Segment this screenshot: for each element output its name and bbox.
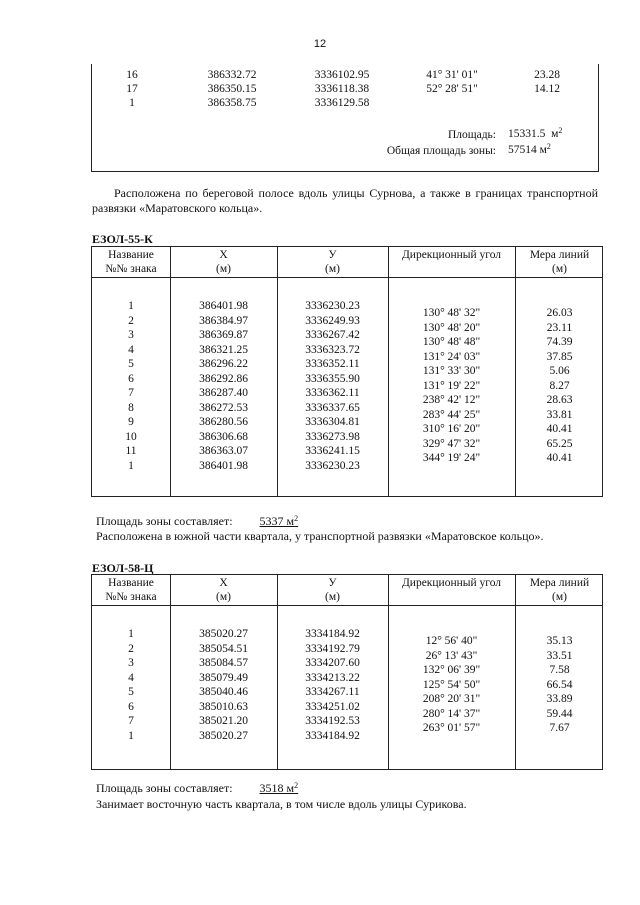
point-number: 10 xyxy=(125,430,137,443)
zone-55-table xyxy=(91,246,603,497)
zone-55-area: Площадь зоны составляет: 5337 $м^2$ xyxy=(96,514,299,528)
direction-angle: 131° 24' 03" xyxy=(422,350,481,363)
coord-x: 386287.40 xyxy=(199,387,248,399)
point-number: 9 xyxy=(128,416,134,428)
coord-x: 386358.75 xyxy=(207,97,257,109)
direction-angle: 344° 19' 24" xyxy=(422,452,481,464)
coord-y: 3336230.23 xyxy=(305,459,360,472)
coord-y: 3336355.90 xyxy=(305,372,360,385)
point-number: 5 xyxy=(128,358,134,370)
area-label: Площадь: xyxy=(447,129,496,141)
zone-58-area: Площадь зоны составляет: 3518 $м^2$ xyxy=(96,781,299,795)
coord-x: 386363.07 xyxy=(199,445,248,457)
point-number: 1 xyxy=(128,729,134,742)
zone-55-note: Расположена в южной части квартала, у транспортной развязки «Маратовское кольцо». xyxy=(96,529,544,543)
coord-y: 3334184.92 xyxy=(305,628,360,640)
point-number: 2 xyxy=(128,642,134,655)
direction-angle: 329° 47' 32" xyxy=(422,437,481,450)
coord-x: 386321.25 xyxy=(199,343,248,356)
header-x-unit: (м) xyxy=(216,263,231,275)
area-value: 15331.5 $м^2$ xyxy=(508,126,563,140)
coord-x: 386292.86 xyxy=(199,372,248,385)
header-y-unit: (м) xyxy=(325,591,340,603)
header-y: У xyxy=(328,249,337,261)
direction-angle: 132° 06' 39" xyxy=(422,664,481,676)
header-length-unit: (м) xyxy=(552,263,567,275)
coord-y: 3336304.81 xyxy=(305,416,360,428)
total-area-label: Общая площадь зоны: xyxy=(386,145,496,157)
point-number: 8 xyxy=(128,401,134,414)
coord-x: 385054.51 xyxy=(199,642,248,655)
point-number: 1 xyxy=(129,97,135,109)
line-length: 33.89 xyxy=(546,693,573,705)
page-number: 12 xyxy=(313,38,327,50)
point-number: 7 xyxy=(128,387,134,399)
line-length: 26.03 xyxy=(546,307,573,319)
coord-y: 3336323.72 xyxy=(305,343,360,356)
line-length: 23.28 xyxy=(534,69,560,81)
point-number: 1 xyxy=(128,300,134,312)
point-number: 11 xyxy=(125,445,137,457)
header-name-number: №№ знака xyxy=(105,263,157,275)
header-name: Название xyxy=(108,249,154,261)
coord-y: 3334213.22 xyxy=(305,671,360,684)
line-length: 59.44 xyxy=(546,707,573,720)
point-number: 1 xyxy=(128,459,134,472)
total-area-value: 57514 $м^2$ xyxy=(508,142,551,156)
line-length: 66.54 xyxy=(546,678,573,691)
coord-y: 3334251.02 xyxy=(305,700,360,713)
point-number: 6 xyxy=(128,700,134,713)
coord-x: 386384.97 xyxy=(199,314,248,327)
header-y: У xyxy=(328,577,337,589)
direction-angle: 283° 44' 25" xyxy=(422,408,481,421)
zone-55-title: ЕЗОЛ-55-К xyxy=(92,232,153,246)
coord-x: 385020.27 xyxy=(199,729,248,742)
point-number: 17 xyxy=(126,83,138,95)
direction-angle: 208° 20' 31" xyxy=(422,693,481,705)
direction-angle: 263° 01' 57" xyxy=(422,722,481,734)
coord-y: 3336249.93 xyxy=(305,314,360,327)
zone-58-title: ЕЗОЛ-58-Ц xyxy=(92,561,154,575)
point-number: 2 xyxy=(128,314,134,327)
header-x-unit: (м) xyxy=(216,591,231,603)
coord-y: 3334207.60 xyxy=(305,657,360,669)
paragraph-description: Расположена по береговой полосе вдоль улицы Сурнова, а также в границах транспортной развязки «Маратовского кольца». xyxy=(92,186,598,215)
point-number: 6 xyxy=(128,372,134,385)
coord-x: 386369.87 xyxy=(199,329,248,341)
point-number: 4 xyxy=(128,343,134,356)
coord-x: 385010.63 xyxy=(199,700,248,713)
direction-angle: 52° 28' 51" xyxy=(426,83,478,95)
coord-x: 386272.53 xyxy=(199,401,248,414)
coord-x: 386401.98 xyxy=(199,459,248,472)
coord-x: 385020.27 xyxy=(199,628,248,640)
header-x: X xyxy=(219,249,228,261)
coord-y: 3334267.11 xyxy=(305,686,360,698)
coord-y: 3336129.58 xyxy=(314,97,370,109)
line-length: 7.67 xyxy=(549,722,570,734)
coord-x: 386306.68 xyxy=(199,430,248,443)
header-y-unit: (м) xyxy=(325,263,340,275)
point-number: 3 xyxy=(128,657,134,669)
direction-angle: 41° 31' 01" xyxy=(426,69,478,81)
direction-angle: 130° 48' 32" xyxy=(422,307,481,319)
zone-58-table xyxy=(91,574,603,770)
coord-x: 386296.22 xyxy=(199,358,248,370)
coord-y: 3336102.95 xyxy=(314,69,370,81)
direction-angle: 131° 19' 22" xyxy=(422,379,481,392)
coord-x: 385084.57 xyxy=(199,657,248,669)
line-length: 5.06 xyxy=(549,365,570,377)
direction-angle: 131° 33' 30" xyxy=(422,365,481,377)
direction-angle: 310° 16' 20" xyxy=(422,423,481,435)
coord-x: 386401.98 xyxy=(199,300,248,312)
line-length: 33.51 xyxy=(546,649,573,662)
coord-y: 3334184.92 xyxy=(305,729,360,742)
coord-x: 385079.49 xyxy=(199,671,248,684)
header-angle: Дирекционный угол xyxy=(401,249,502,261)
coord-x: 386350.15 xyxy=(207,83,257,95)
header-length-unit: (м) xyxy=(552,591,567,603)
direction-angle: 130° 48' 48" xyxy=(422,336,481,348)
top-table xyxy=(91,64,599,172)
point-number: 16 xyxy=(126,69,138,81)
line-length: 8.27 xyxy=(549,379,570,392)
coord-y: 3334192.79 xyxy=(305,642,360,655)
point-number: 4 xyxy=(128,671,134,684)
coord-y: 3336118.38 xyxy=(314,83,370,95)
header-x: X xyxy=(219,577,228,589)
coord-x: 386332.72 xyxy=(207,69,257,81)
point-number: 7 xyxy=(128,715,134,727)
header-angle: Дирекционный угол xyxy=(401,577,502,589)
coord-y: 3334192.53 xyxy=(305,715,360,727)
line-length: 35.13 xyxy=(546,635,573,647)
point-number: 5 xyxy=(128,686,134,698)
coord-y: 3336337.65 xyxy=(305,401,360,414)
point-number: 1 xyxy=(128,628,134,640)
direction-angle: 280° 14' 37" xyxy=(422,707,481,720)
coord-x: 386280.56 xyxy=(199,416,248,428)
line-length: 7.58 xyxy=(549,664,570,676)
coord-y: 3336230.23 xyxy=(305,300,360,312)
header-length: Мера линий xyxy=(529,249,590,261)
coord-x: 385021.20 xyxy=(199,715,248,727)
line-length: 40.41 xyxy=(546,423,573,435)
header-length: Мера линий xyxy=(529,577,590,589)
direction-angle: 12° 56' 40" xyxy=(425,635,478,647)
line-length: 40.41 xyxy=(546,452,573,464)
line-length: 23.11 xyxy=(546,321,573,334)
line-length: 28.63 xyxy=(546,394,573,406)
coord-y: 3336362.11 xyxy=(305,387,360,399)
direction-angle: 130° 48' 20" xyxy=(422,321,481,334)
line-length: 74.39 xyxy=(546,336,573,348)
line-length: 37.85 xyxy=(546,350,573,363)
direction-angle: 238° 42' 12" xyxy=(422,394,481,406)
line-length: 14.12 xyxy=(534,83,560,95)
line-length: 33.81 xyxy=(546,408,573,421)
zone-58-note: Занимает восточную часть квартала, в том числе вдоль улицы Сурикова. xyxy=(96,797,467,811)
coord-y: 3336273.98 xyxy=(305,430,360,443)
coord-y: 3336267.42 xyxy=(305,329,360,341)
coord-x: 385040.46 xyxy=(199,686,248,698)
point-number: 3 xyxy=(128,329,134,341)
coord-y: 3336352.11 xyxy=(305,358,360,370)
header-name: Название xyxy=(108,577,154,589)
header-name-number: №№ знака xyxy=(105,591,157,603)
direction-angle: 125° 54' 50" xyxy=(422,678,481,691)
direction-angle: 26° 13' 43" xyxy=(425,649,478,662)
coord-y: 3336241.15 xyxy=(305,445,360,457)
line-length: 65.25 xyxy=(546,437,573,450)
